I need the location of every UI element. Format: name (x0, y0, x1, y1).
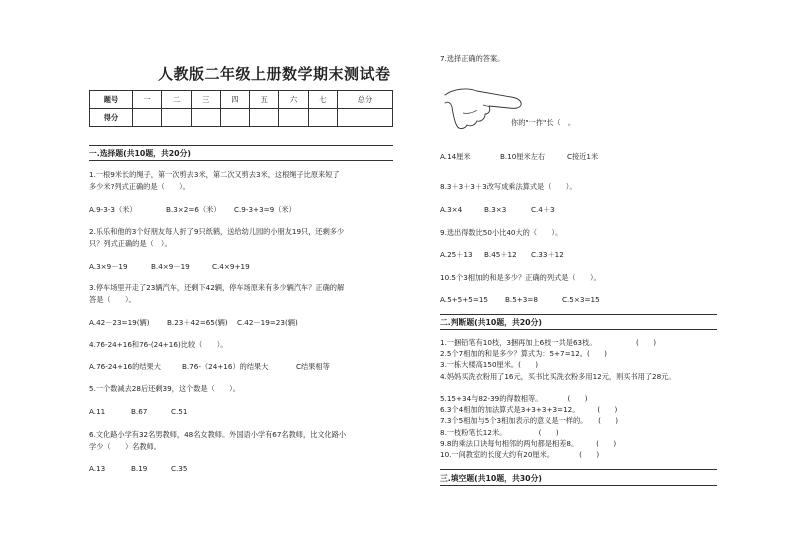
section3-bottom-rule (440, 485, 717, 486)
score-input-cell[interactable] (133, 109, 162, 127)
option-b[interactable]: B.3×2=6（米） (166, 205, 221, 214)
judgment-item: 10.一间教室的长度大约有20厘米。 ( ) (440, 450, 600, 459)
question-text: 1.一根9米长的绳子，第一次剪去3米，第二次又剪去3米，这根绳子比原来短了 (89, 170, 340, 179)
judgment-item: 3.一栋大楼高150厘米。( ) (440, 360, 539, 369)
option-c[interactable]: C.4＋3 (531, 205, 555, 214)
question-caption: 你的"一拃"长（ 。 (511, 118, 576, 127)
option-a[interactable]: A.3×4 (440, 205, 463, 214)
section1-heading: 一.选择题(共10题，共20分) (89, 149, 191, 158)
score-table-header-cell: 四 (220, 91, 249, 109)
option-a[interactable]: A.14厘米 (440, 152, 471, 161)
section2-top-rule (440, 314, 717, 315)
score-input-cell[interactable] (191, 109, 220, 127)
option-b[interactable]: B.67 (131, 407, 148, 416)
question-text: 7.选择正确的答案。 (440, 54, 505, 63)
option-b[interactable]: B.3×3 (484, 205, 507, 214)
option-c[interactable]: C结果相等 (296, 362, 330, 371)
question-text: 答是（ ）。 (89, 295, 136, 304)
question-text: 3.停车场里开走了23辆汽车，还剩下42辆，停车场原来有多少辆汽车？正确的解 (89, 283, 345, 292)
judgment-item: 6.3个4相加的加法算式是3+3+3+3=12。 ( ) (440, 405, 618, 414)
option-a[interactable]: A.9-3-3（米） (89, 205, 137, 214)
option-a[interactable]: A.5+5+5=15 (440, 295, 489, 304)
score-table-header-cell: 二 (162, 91, 191, 109)
question-text: 4.76-24+16和76-(24+16)比较（ ）。 (89, 340, 228, 349)
option-a[interactable]: A.42－23=19(辆) (89, 318, 150, 327)
score-table-header-cell: 七 (308, 91, 337, 109)
option-b[interactable]: B.5+3=8 (505, 295, 538, 304)
question-text: 6.文化路小学有32名男教师，48名女教师。外国语小学有67名教师，比文化路小 (89, 430, 347, 439)
score-table-header-row (90, 91, 393, 109)
option-c[interactable]: C.4×9+19 (212, 262, 250, 271)
judgment-item: 1.一捆铅笔有10枝，3捆再加上6枝一共是63枝。 ( ) (440, 338, 656, 347)
section1-top-rule (89, 145, 393, 146)
option-a[interactable]: A.11 (89, 407, 106, 416)
score-table-header-cell: 三 (191, 91, 220, 109)
question-text: 10.5个3相加的和是多少？正确的列式是（ ）。 (440, 273, 601, 282)
score-input-cell[interactable] (279, 109, 308, 127)
score-row-label: 得分 (90, 109, 133, 127)
judgment-item: 7.3个5相加与5个3相加表示的意义是一样的。 ( ) (440, 416, 619, 425)
score-input-cell[interactable] (250, 109, 279, 127)
judgment-item: 2.5个7相加的和是多少？算式为：5+7=12。( ) (440, 349, 607, 358)
option-a[interactable]: A.13 (89, 464, 106, 473)
score-table-header-cell: 总分 (337, 91, 392, 109)
judgment-item: 8.一枝粉笔长12米。 ( ) (440, 428, 559, 437)
question-text: 只？列式正确的是（ ）。 (89, 239, 172, 248)
option-c[interactable]: C.33＋12 (531, 250, 564, 259)
score-table (89, 90, 393, 127)
score-input-cell[interactable] (337, 109, 392, 127)
score-table-header-cell: 五 (250, 91, 279, 109)
question-text: 9.选出得数比50小比40大的（ ）。 (440, 228, 563, 237)
option-a[interactable]: A.76-24+16的结果大 (89, 362, 161, 371)
option-c[interactable]: C.5×3=15 (562, 295, 600, 304)
score-input-cell[interactable] (220, 109, 249, 127)
option-c[interactable]: C.51 (171, 407, 188, 416)
option-a[interactable]: A.25＋13 (440, 250, 473, 259)
question-text: 8.3＋3＋3＋3改写成乘法算式是（ ）。 (440, 182, 577, 191)
score-input-cell[interactable] (162, 109, 191, 127)
option-a[interactable]: A.3×9－19 (89, 262, 128, 271)
option-c[interactable]: C.35 (171, 464, 188, 473)
section1-bottom-rule (89, 160, 393, 161)
section2-bottom-rule (440, 329, 717, 330)
option-b[interactable]: B.76-（24+16）的结果大 (182, 362, 269, 371)
hand-span-illustration (443, 83, 525, 135)
option-b[interactable]: B.45＋12 (484, 250, 517, 259)
option-b[interactable]: B.23＋42=65(辆) (167, 318, 228, 327)
option-c[interactable]: C.42－19=23(辆) (237, 318, 298, 327)
option-b[interactable]: B.4×9－19 (151, 262, 190, 271)
section3-top-rule (440, 469, 717, 470)
option-c[interactable]: C.9-3+3=9（米） (234, 205, 296, 214)
section2-heading: 二.判断题(共10题，共20分) (440, 318, 542, 327)
judgment-item: 5.15+34与82-39的得数相等。 ( ) (440, 394, 588, 403)
judgment-item: 9.8的乘法口诀每句相邻的两句都是相差8。 ( ) (440, 439, 617, 448)
option-b[interactable]: B.10厘米左右 (500, 152, 546, 161)
question-text: 学少（ ）名教师。 (89, 442, 161, 451)
option-c[interactable]: C接近1米 (567, 152, 599, 161)
score-table-score-row (90, 109, 393, 127)
question-text: 多少米?列式正确的是（ ）。 (89, 182, 190, 191)
option-b[interactable]: B.19 (131, 464, 148, 473)
question-text: 2.乐乐和他的3个好朋友每人折了9只纸鹤，送给幼儿园的小朋友19只，还剩多少 (89, 227, 345, 236)
section3-heading: 三.填空题(共10题，共30分) (440, 474, 542, 483)
score-table-header-cell: 题号 (90, 91, 133, 109)
page-title: 人教版二年级上册数学期末测试卷 (158, 65, 391, 83)
score-input-cell[interactable] (308, 109, 337, 127)
score-table-header-cell: 六 (279, 91, 308, 109)
question-text: 5.一个数减去28后还剩39，这个数是（ ）。 (89, 384, 240, 393)
score-table-header-cell: 一 (133, 91, 162, 109)
judgment-item: 4.妈妈买洗衣粉用了16元，买书比买洗衣粉多用12元，则买书用了28元。 (440, 372, 676, 381)
